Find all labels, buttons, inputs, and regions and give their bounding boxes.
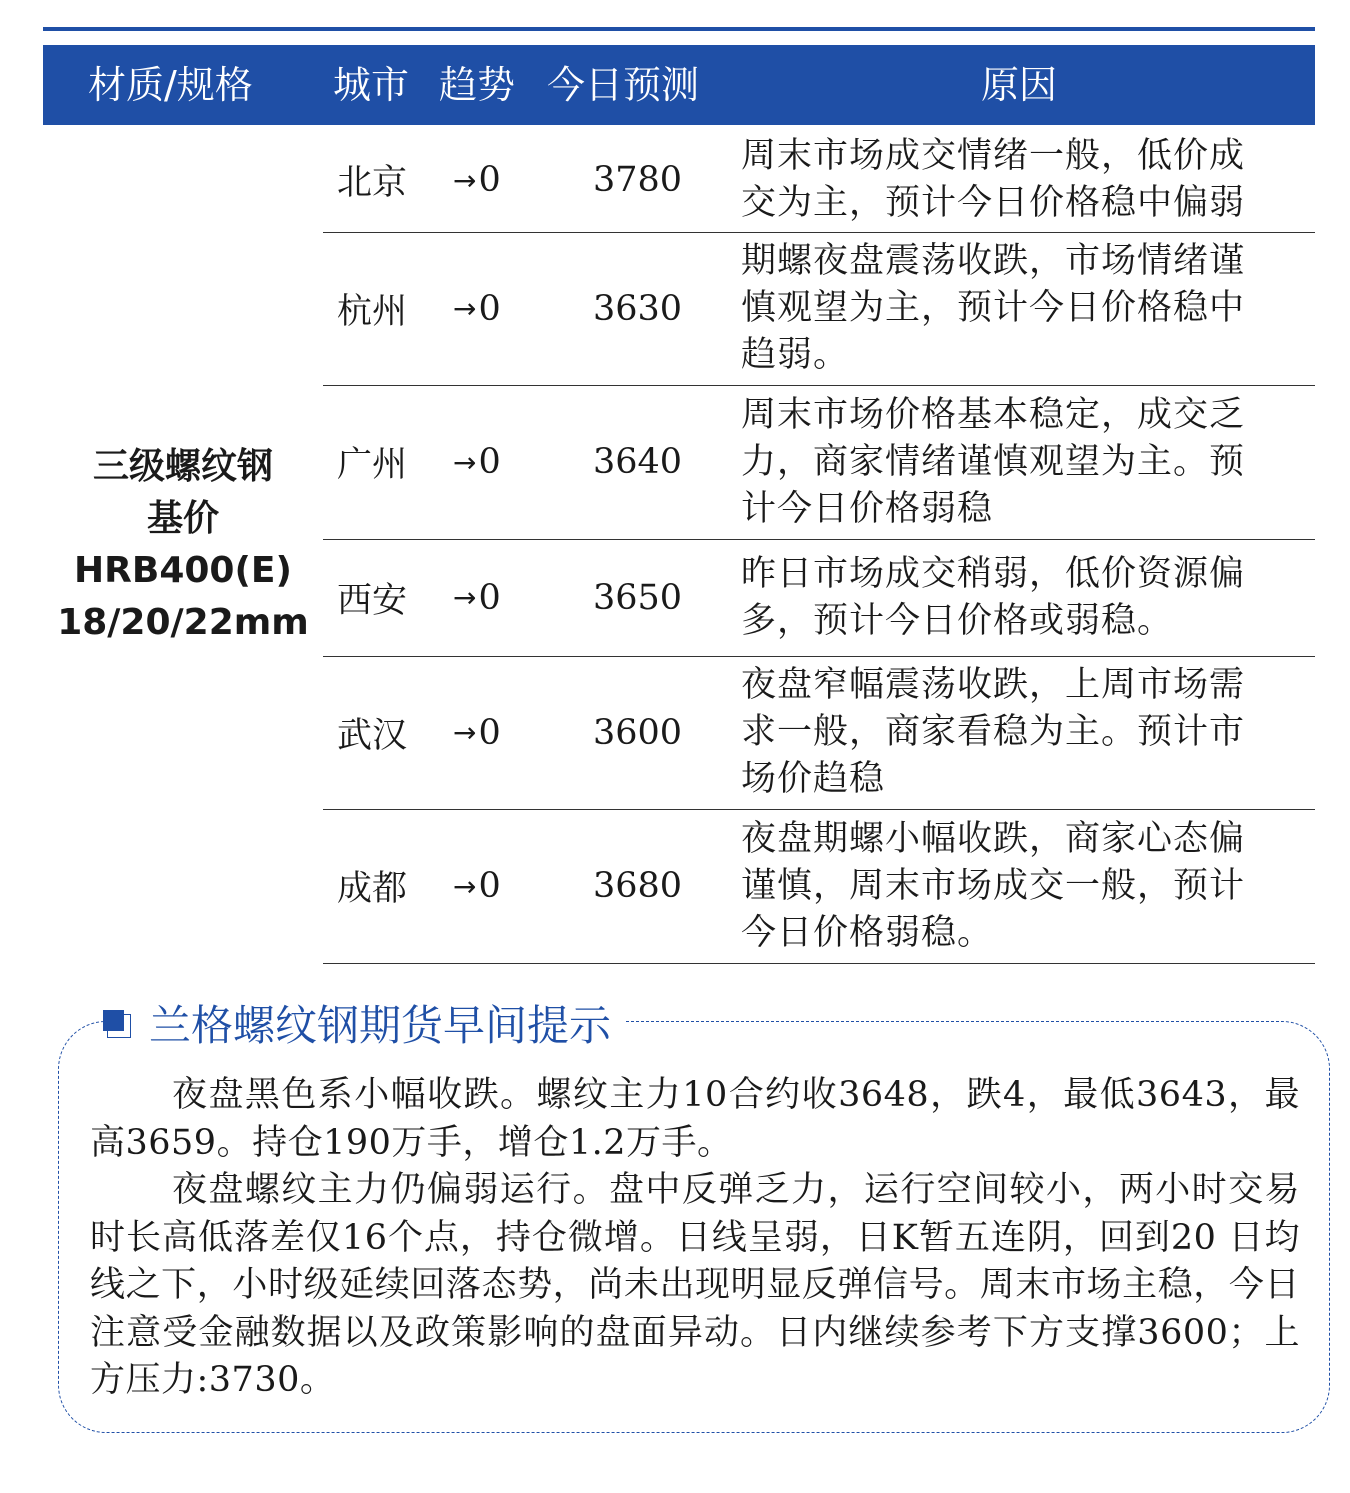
trend-value: 0 <box>478 712 501 753</box>
city-cell: 西安 <box>337 580 408 621</box>
header-trend: 趋势 <box>439 63 516 107</box>
table-header <box>43 45 1315 125</box>
city-cell: 成都 <box>337 869 408 909</box>
material-cell <box>43 128 323 962</box>
header-material: 材质/规格 <box>88 63 253 107</box>
reason-line: 昨日市场成交稍弱，低价资源偏 <box>741 553 1246 594</box>
forecast-cell: 3650 <box>593 577 683 618</box>
tips-title <box>103 995 625 1051</box>
reason-line: 周末市场价格基本稳定，成交乏 <box>741 394 1246 435</box>
table-row <box>323 539 1315 657</box>
top-rule <box>43 27 1315 31</box>
material-size: 18/20/22mm <box>57 602 309 643</box>
table-row <box>323 232 1315 386</box>
reason-line: 趋弱。 <box>741 335 850 375</box>
reason-line: 交为主，预计今日价格稳中偏弱 <box>741 183 1246 223</box>
trend-cell <box>453 656 501 809</box>
reason-cell <box>741 539 1311 656</box>
trend-value: 0 <box>478 160 501 200</box>
tips-paragraph: 夜盘黑色系小幅收跌。螺纹主力10合约收3648，跌4，最低3643，最高3659。持仓190万手，增仓1.2万手。 <box>90 1075 1300 1163</box>
header-reason: 原因 <box>981 63 1058 107</box>
reason-line: 计今日价格弱稳 <box>741 488 994 529</box>
forecast-cell: 3780 <box>593 160 683 200</box>
reason-line: 夜盘期螺小幅收跌，商家心态偏 <box>741 818 1246 859</box>
trend-cell <box>453 385 501 539</box>
trend-value: 0 <box>478 442 501 482</box>
arrow-right-icon: → <box>453 292 477 325</box>
arrow-right-icon: → <box>453 445 477 479</box>
reason-cell <box>741 385 1311 539</box>
reason-line: 今日价格弱稳。 <box>741 912 994 953</box>
trend-value: 0 <box>478 288 501 329</box>
material-name: 三级螺纹钢 <box>92 446 273 487</box>
city-cell: 武汉 <box>337 715 408 756</box>
table-row <box>323 128 1315 233</box>
reason-cell <box>741 656 1311 809</box>
arrow-right-icon: → <box>453 163 477 197</box>
tips-content <box>90 1072 1300 1405</box>
table-row <box>323 809 1315 964</box>
reason-cell <box>741 232 1311 385</box>
city-cell: 广州 <box>337 445 408 485</box>
forecast-cell: 3680 <box>593 866 683 906</box>
material-grade: HRB400(E) <box>74 550 292 591</box>
trend-cell <box>453 539 501 656</box>
square-bullet-icon <box>103 1010 129 1036</box>
forecast-cell: 3600 <box>593 712 683 753</box>
city-cell: 北京 <box>337 163 408 203</box>
tips-title-text: 兰格螺纹钢期货早间提示 <box>149 1001 612 1050</box>
trend-value: 0 <box>478 577 501 618</box>
reason-line: 力，商家情绪谨慎观望为主。预 <box>741 441 1246 482</box>
trend-value: 0 <box>478 866 501 906</box>
reason-line: 慎观望为主，预计今日价格稳中 <box>741 288 1246 328</box>
arrow-right-icon: → <box>453 581 477 614</box>
forecast-cell: 3640 <box>593 442 683 482</box>
reason-line: 期螺夜盘震荡收跌，市场情绪谨 <box>741 241 1246 281</box>
forecast-cell: 3630 <box>593 288 683 329</box>
reason-line: 求一般，商家看稳为主。预计市 <box>741 712 1246 752</box>
material-subtitle: 基价 <box>146 498 219 539</box>
reason-cell <box>741 128 1311 232</box>
trend-cell <box>453 232 501 385</box>
header-forecast: 今日预测 <box>547 63 700 107</box>
arrow-right-icon: → <box>453 716 477 749</box>
trend-cell <box>453 128 501 232</box>
reason-line: 夜盘窄幅震荡收跌，上周市场需 <box>741 665 1246 705</box>
reason-cell <box>741 809 1311 963</box>
reason-line: 谨慎，周末市场成交一般，预计 <box>741 865 1246 906</box>
table-row <box>323 385 1315 540</box>
tips-paragraph: 夜盘螺纹主力仍偏弱运行。盘中反弹乏力，运行空间较小，两小时交易时长高低落差仅16个点，持仓微增。日线呈弱，日K暂五连阴，回到20 日均线之下，小时级延续回落态势，尚未出现明显反弹信号。周末市场主稳，今日注意受金融数据以及政策影响的盘面异动。日内继续参考下方支撑3600；上方压力:3730。 <box>90 1170 1300 1400</box>
reason-line: 场价趋稳 <box>741 759 886 799</box>
reason-line: 周末市场成交情绪一般，低价成 <box>741 136 1246 176</box>
reason-line: 多，预计今日价格或弱稳。 <box>741 600 1174 641</box>
trend-cell <box>453 809 501 963</box>
arrow-right-icon: → <box>453 869 477 903</box>
header-city: 城市 <box>333 63 410 107</box>
table-row <box>323 656 1315 810</box>
city-cell: 杭州 <box>337 291 408 332</box>
